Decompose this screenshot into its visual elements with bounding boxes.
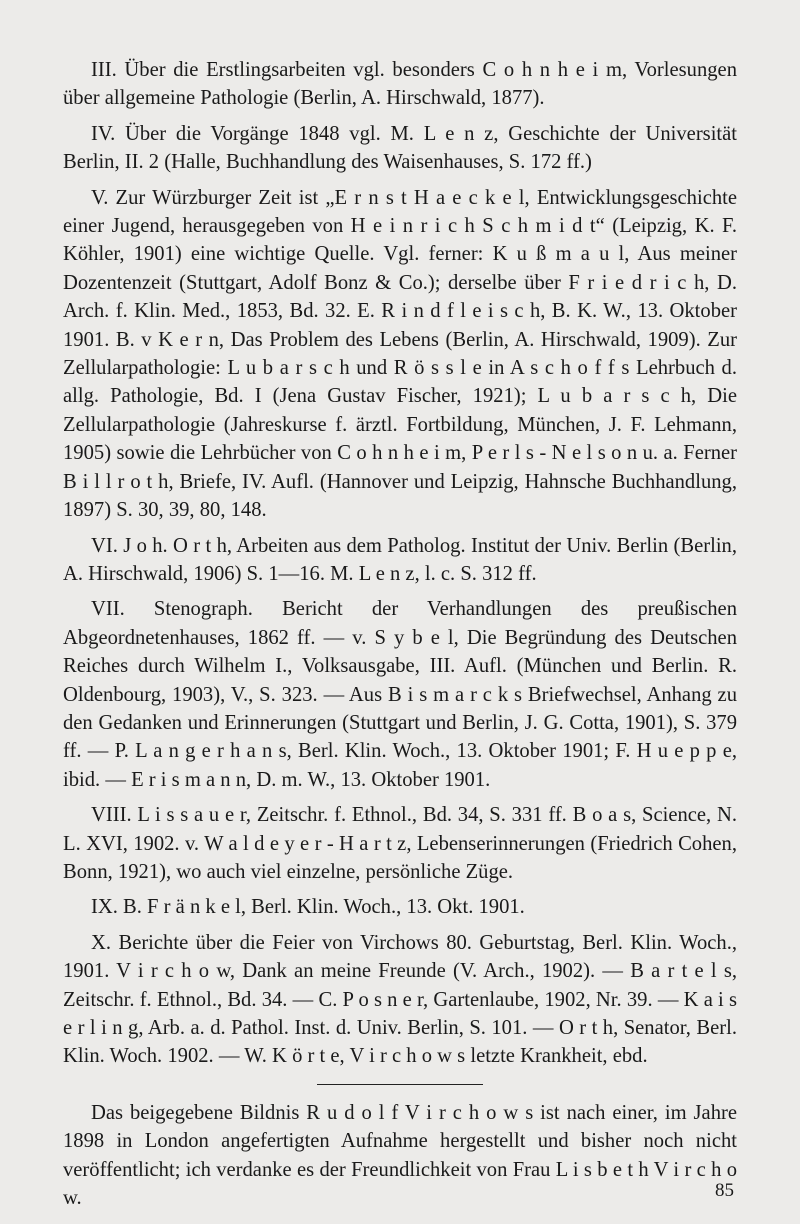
closing-paragraph: Das beigegebene Bildnis R u d o l f V i r c h o w s ist nach einer, im Jahre 1898 in London angefertigten Aufnahme hergestellt und bisher noch nicht veröffentlicht; ich verdanke es der Freundlichkeit von Frau L i s b e t h V i r c h o w. — [63, 1101, 737, 1210]
note-v: V. Zur Würzburger Zeit ist „E r n s t H a e c k e l, Entwicklungsgeschichte einer Jugend, herausgegeben von H e i n r i c h S c h m i d t“ (Leipzig, K. F. Köhler, 1901) eine wichtige Quelle. Vgl. ferner: K u ß m a u l, Aus meiner Dozentenzeit (Stuttgart, Adolf Bonz & Co.); derselbe über F r i e d r i c h, D. Arch. f. Klin. Med., 1853, Bd. 32. E. R i n d f l e i s c h, B. K. W., 13. Oktober 1901. B. v K e r n, Das Problem des Lebens (Berlin, A. Hirschwald, 1909). Zur Zellularpathologie: L u b a r s c h und R ö s s l e in A s c h o f f s Lehrbuch d. allg. Pathologie, Bd. I (Jena Gustav Fischer, 1921); L u b a r s c h, Die Zellularpathologie (Jahreskurse f. ärztl. Fortbildung, München, J. F. Lehmann, 1905) sowie die Lehrbücher von C o h n h e i m, P e r l s - N e l s o n u. a. Ferner B i l l r o t h, Briefe, IV. Aufl. (Hannover und Leipzig, Hahnsche Buchhandlung, 1897) S. 30, 39, 80, 148. — [63, 186, 737, 522]
page-number: 85 — [715, 1180, 734, 1201]
note-ix: IX. B. F r ä n k e l, Berl. Klin. Woch., 13. Okt. 1901. — [91, 896, 525, 919]
note-iv: IV. Über die Vorgänge 1848 vgl. M. L e n z, Geschichte der Universität Berlin, II. 2 (Halle, Buchhandlung des Waisenhauses, S. 172 ff.) — [63, 122, 737, 174]
note-x: X. Berichte über die Feier von Virchows 80. Geburtstag, Berl. Klin. Woch., 1901. V i r c h o w, Dank an meine Freunde (V. Arch., 1902). — B a r t e l s, Zeitschr. f. Ethnol., Bd. 34. — C. P o s n e r, Gartenlaube, 1902, Nr. 39. — K a i s e r l i n g, Arb. a. d. Pathol. Inst. d. Univ. Berlin, S. 101. — O r t h, Senator, Berl. Klin. Woch. 1902. — W. K ö r t e, V i r c h o w s letzte Krankheit, ebd. — [63, 931, 737, 1068]
note-vii: VII. Stenograph. Bericht der Verhandlungen des preußischen Abgeordnetenhauses, 1862 ff. — v. S y b e l, Die Begründung des Deutschen Reiches durch Wilhelm I., Volksausgabe, III. Aufl. (München und Berlin. R. Oldenbourg, 1903), V., S. 323. — Aus B i s m a r c k s Briefwechsel, Anhang zu den Gedanken und Erinnerungen (Stuttgart und Berlin, J. G. Cotta, 1901), S. 379 ff. — P. L a n g e r h a n s, Berl. Klin. Woch., 13. Oktober 1901; F. H u e p p e, ibid. — E r i s m a n n, D. m. W., 13. Oktober 1901. — [63, 598, 737, 791]
note-iii: III. Über die Erstlingsarbeiten vgl. besonders C o h n h e i m, Vorlesungen über allgemeine Pathologie (Berlin, A. Hirschwald, 1877). — [63, 59, 737, 110]
note-vi: VI. J o h. O r t h, Arbeiten aus dem Patholog. Institut der Univ. Berlin (Berlin, A. Hirschwald, 1906) S. 1—16. M. L e n z, l. c. S. 312 ff. — [63, 534, 737, 585]
note-viii: VIII. L i s s a u e r, Zeitschr. f. Ethnol., Bd. 34, S. 331 ff. B o a s, Science, N. L. XVI, 1902. v. W a l d e y e r - H a r t z, Lebenserinnerungen (Friedrich Cohen, Bonn, 1921), wo auch viel einzelne, persönliche Züge. — [63, 804, 737, 883]
section-divider — [317, 1084, 483, 1085]
